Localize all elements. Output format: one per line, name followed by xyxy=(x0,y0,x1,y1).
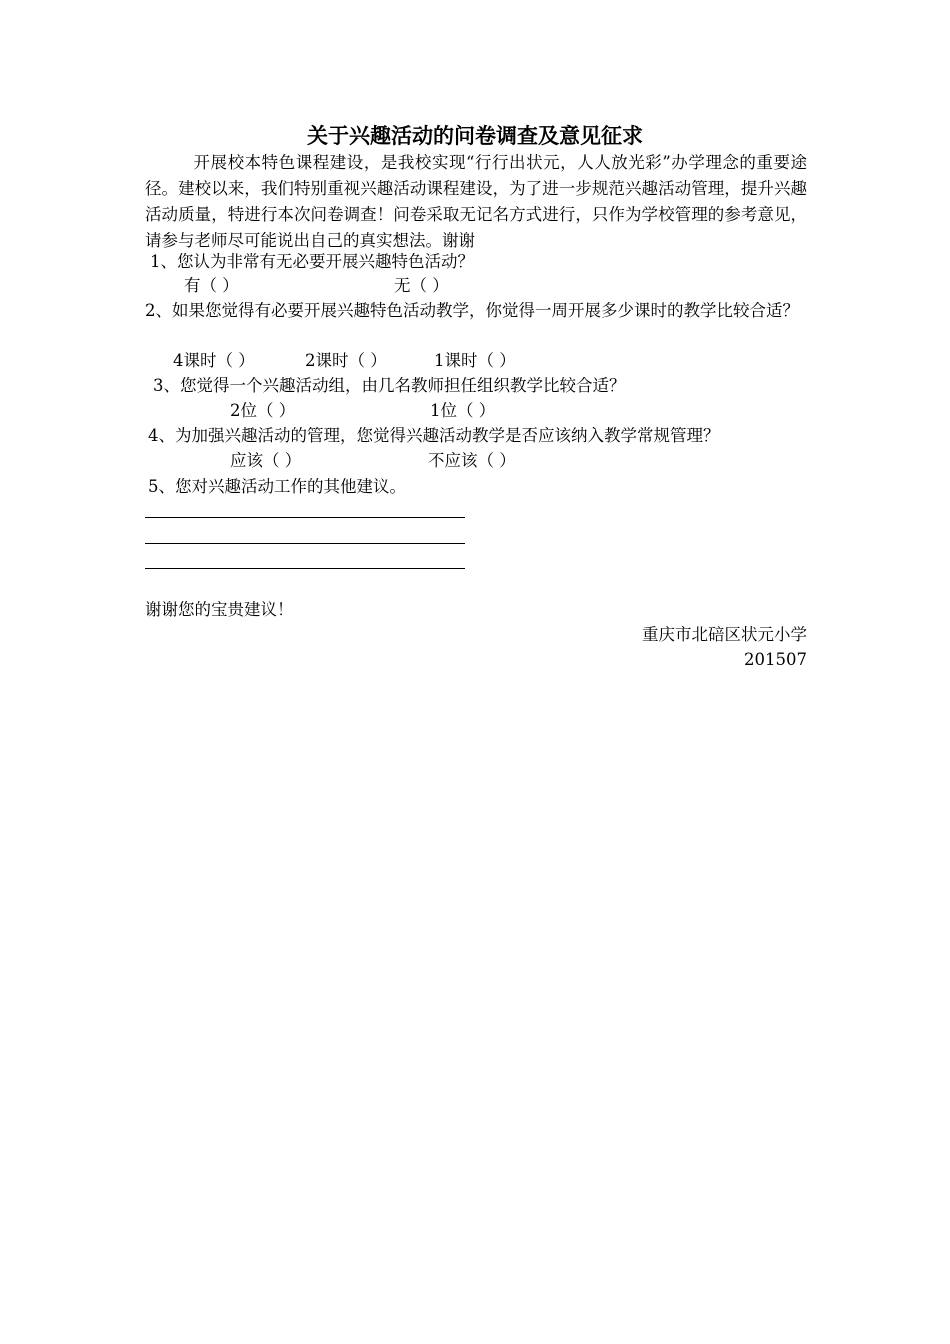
page-title: 关于兴趣活动的问卷调查及意见征求 xyxy=(307,123,643,148)
question-1: 1、您认为非常有无必要开展兴趣特色活动？ xyxy=(150,252,474,271)
q4-option-yes: 应该（ ） xyxy=(230,451,302,470)
document-date: 201507 xyxy=(744,650,807,669)
q2-option-1: 1课时（ ） xyxy=(434,351,516,370)
intro-paragraph xyxy=(145,150,807,254)
q1-option-no: 无（ ） xyxy=(394,276,449,295)
question-4: 4、为加强兴趣活动的管理，您觉得兴趣活动教学是否应该纳入教学常规管理？ xyxy=(148,426,720,445)
q1-option-yes: 有（ ） xyxy=(184,276,239,295)
q4-option-no: 不应该（ ） xyxy=(428,451,516,470)
answer-line xyxy=(145,568,465,569)
school-name: 重庆市北碚区状元小学 xyxy=(642,625,807,644)
question-5: 5、您对兴趣活动工作的其他建议。 xyxy=(148,477,406,496)
intro-text: 开展校本特色课程建设，是我校实现“行行出状元，人人放光彩”办学理念的重要途径。建校以来，我们特别重视兴趣活动课程建设，为了进一步规范兴趣活动管理，提升兴趣活动质量，特进行本次问卷调查！问卷采取无记名方式进行，只作为学校管理的参考意见，请参与老师尽可能说出自己的真实想法。谢谢 xyxy=(145,153,807,250)
q2-option-4: 4课时（ ） xyxy=(173,351,255,370)
answer-line xyxy=(145,517,465,518)
answer-line xyxy=(145,543,465,544)
q2-option-2: 2课时（ ） xyxy=(305,351,387,370)
q3-option-2: 2位（ ） xyxy=(230,401,296,420)
q3-option-1: 1位（ ） xyxy=(430,401,496,420)
question-3: 3、您觉得一个兴趣活动组，由几名教师担任组织教学比较合适？ xyxy=(153,376,626,395)
question-2: 2、如果您觉得有必要开展兴趣特色活动教学，你觉得一周开展多少课时的教学比较合适？ xyxy=(145,301,799,320)
thanks-note: 谢谢您的宝贵建议！ xyxy=(145,600,294,619)
